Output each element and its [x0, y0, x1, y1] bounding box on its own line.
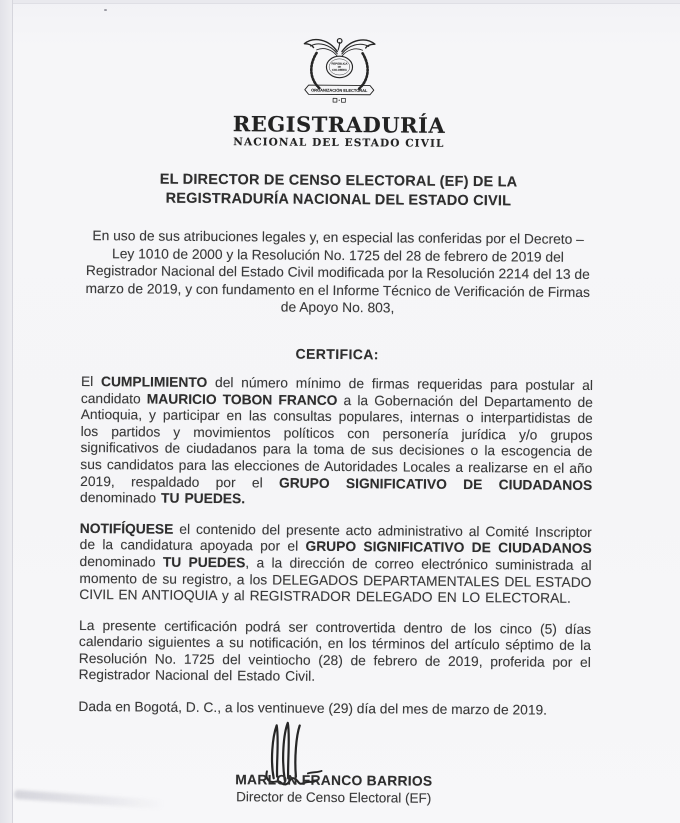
intro-line: marzo de 2019, y con fundamento en el Informe Técnico de Verificación de Firmas — [85, 280, 590, 300]
paragraph-controversia: La presente certificación podrá ser controvertida dentro de los cinco (5) días calendario siguientes a su notificación, en los términos del artículo séptimo de la Resolución No. 1725 del veintiocho (28) de febrero de 2019, proferida por el Registrador Nacional del Estado Civil. — [78, 617, 592, 685]
crest-oval-text-line1: REPÚBLICA — [331, 62, 348, 66]
signature-block — [78, 717, 591, 807]
paragraph-dada: Dada en Bogotá, D. C., a los ventinueve (29) día del mes de marzo de 2019. — [78, 699, 548, 718]
header-crest-wrap — [83, 31, 596, 114]
paragraph-cumplimiento: El CUMPLIMIENTO del número mínimo de firmas requeridas para postular al candidato MAURICIO TOBON FRANCO a la Gobernación del Departamento de Antioquia, y participar en las consultas populares, internas o interpartidistas de los partidos y movimientos políticos con personería jurídica y/o grupos significativos de ciudadanos para la toma de sus decisiones o la escogencia de sus candidatos para las elecciones de Autoridades Locales a realizarse en el año 2019, respaldado por el GRUPO SIGNIFICATIVO DE CIUDADANOS denominado TU PUEDES. — [80, 373, 594, 507]
org-name: REGISTRADURÍA — [232, 111, 446, 138]
crest-banner-text: ORGANIZACIÓN ELECTORAL — [311, 87, 368, 93]
document-content — [78, 0, 596, 807]
signer-title: Director de Censo Electoral (EF) — [236, 789, 432, 806]
org-subtitle: NACIONAL DEL ESTADO CIVIL — [233, 136, 445, 150]
paragraph-notifiquese: NOTIFÍQUESE el contenido del presente acto administrativo al Comité Inscriptor de la candidatura apoyada por el GRUPO SIGNIFICATIVO DE CIUDADANOS denominado TU PUEDES, a la dirección de correo electrónico suministrada al momento de su registro, a los DELEGADOS DEPARTAMENTALES DEL ESTADO CIVIL EN ANTIOQUIA y al REGISTRADOR DELEGADO EN LO ELECTORAL. — [79, 520, 592, 606]
document-title-line2: REGISTRADURÍA NACIONAL DEL ESTADO CIVIL — [165, 190, 512, 210]
intro-line: Registrador Nacional del Estado Civil modificada por la Resolución 2214 del 13 de — [85, 263, 590, 283]
intro-line: En uso de sus atribuciones legales y, en especial las conferidas por el Decreto – — [92, 228, 584, 247]
signer-name: MARLON FRANCO BARRIOS — [235, 772, 433, 789]
intro-line: de Apoyo No. 803, — [280, 299, 395, 316]
document-title-line1: EL DIRECTOR DE CENSO ELECTORAL (EF) DE LA — [159, 171, 518, 191]
document-title — [82, 170, 594, 212]
scan-edge-left — [0, 0, 13, 823]
certifica-heading: CERTIFICA: — [295, 345, 379, 363]
intro-paragraph — [82, 227, 595, 319]
crest-oval-text-line3: COLOMBIA — [331, 68, 347, 72]
registraduria-crest-icon — [293, 33, 386, 108]
intro-line: Ley 1010 de 2000 y la Resolución No. 1725 del 28 de febrero de 2019 del — [112, 245, 564, 265]
crest-oval-text-line2: DE — [337, 65, 342, 69]
